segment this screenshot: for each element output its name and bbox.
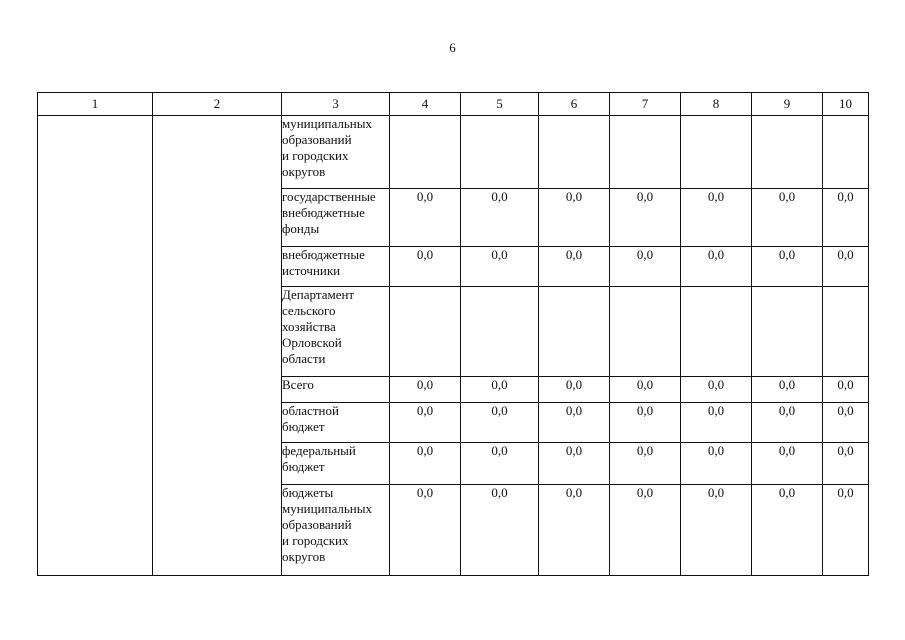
value-cell: 0,0 [752, 443, 823, 485]
value-cell [390, 287, 461, 377]
funding-source-line: муниципальных [282, 501, 373, 516]
funding-source-line: области [282, 351, 326, 366]
value-cell [823, 287, 869, 377]
funding-source-line: государственные [282, 189, 376, 204]
value-cell: 0,0 [390, 443, 461, 485]
header-col-8: 8 [681, 93, 752, 116]
header-col-6: 6 [539, 93, 610, 116]
value-cell: 0,0 [461, 443, 539, 485]
value-cell: 0,0 [390, 377, 461, 403]
funding-source-line: бюджет [282, 419, 325, 434]
funding-source-line: и городских [282, 533, 349, 548]
funding-source-line: внебюджетные [282, 247, 365, 262]
funding-source-line: образований [282, 517, 352, 532]
funding-source-cell [282, 189, 390, 247]
funding-source-cell [282, 403, 390, 443]
value-cell: 0,0 [823, 485, 869, 576]
header-col-9: 9 [752, 93, 823, 116]
funding-source-line: округов [282, 164, 326, 179]
value-cell: 0,0 [681, 443, 752, 485]
value-cell [823, 116, 869, 189]
value-cell: 0,0 [390, 403, 461, 443]
header-col-2: 2 [153, 93, 282, 116]
funding-source-line: Всего [282, 377, 314, 392]
value-cell [681, 287, 752, 377]
value-cell: 0,0 [390, 485, 461, 576]
value-cell: 0,0 [752, 403, 823, 443]
col-2-merged-cell [153, 116, 282, 576]
funding-source-line: и городских [282, 148, 349, 163]
table-row [38, 116, 869, 189]
value-cell: 0,0 [461, 377, 539, 403]
value-cell: 0,0 [539, 443, 610, 485]
header-col-5: 5 [461, 93, 539, 116]
col-1-merged-cell [38, 116, 153, 576]
funding-source-line: внебюджетные [282, 205, 365, 220]
value-cell: 0,0 [461, 189, 539, 247]
table-header [38, 93, 869, 116]
value-cell: 0,0 [752, 485, 823, 576]
value-cell [539, 287, 610, 377]
funding-source-line: образований [282, 132, 352, 147]
funding-source-cell [282, 377, 390, 403]
funding-source-cell [282, 287, 390, 377]
value-cell [752, 116, 823, 189]
value-cell: 0,0 [610, 247, 681, 287]
funding-source-line: Департамент [282, 287, 355, 302]
funding-source-line: бюджеты [282, 485, 334, 500]
header-col-4: 4 [390, 93, 461, 116]
budget-table [37, 92, 869, 576]
value-cell: 0,0 [823, 377, 869, 403]
funding-source-line: фонды [282, 221, 320, 236]
header-col-10: 10 [823, 93, 869, 116]
value-cell: 0,0 [610, 377, 681, 403]
value-cell: 0,0 [610, 189, 681, 247]
funding-source-cell [282, 485, 390, 576]
value-cell: 0,0 [390, 189, 461, 247]
value-cell [610, 116, 681, 189]
value-cell: 0,0 [461, 403, 539, 443]
value-cell: 0,0 [610, 403, 681, 443]
value-cell: 0,0 [681, 377, 752, 403]
value-cell: 0,0 [539, 403, 610, 443]
funding-source-line: муниципальных [282, 116, 373, 131]
value-cell: 0,0 [681, 189, 752, 247]
value-cell [681, 116, 752, 189]
funding-source-cell [282, 116, 390, 189]
page-number: 6 [449, 40, 456, 55]
header-col-7: 7 [610, 93, 681, 116]
value-cell [461, 287, 539, 377]
value-cell: 0,0 [752, 189, 823, 247]
funding-source-line: хозяйства [282, 319, 336, 334]
value-cell: 0,0 [610, 443, 681, 485]
value-cell [461, 116, 539, 189]
value-cell [752, 287, 823, 377]
value-cell: 0,0 [681, 403, 752, 443]
value-cell: 0,0 [539, 485, 610, 576]
value-cell: 0,0 [752, 377, 823, 403]
value-cell: 0,0 [681, 247, 752, 287]
funding-source-line: источники [282, 263, 341, 278]
value-cell: 0,0 [539, 247, 610, 287]
header-col-3: 3 [282, 93, 390, 116]
funding-source-cell [282, 247, 390, 287]
funding-source-line: бюджет [282, 459, 325, 474]
value-cell [390, 116, 461, 189]
table-body [38, 116, 869, 576]
value-cell [539, 116, 610, 189]
value-cell [610, 287, 681, 377]
value-cell: 0,0 [610, 485, 681, 576]
value-cell: 0,0 [823, 247, 869, 287]
value-cell: 0,0 [539, 377, 610, 403]
funding-source-line: Орловской [282, 335, 342, 350]
header-row [38, 93, 869, 116]
funding-source-line: областной [282, 403, 339, 418]
value-cell: 0,0 [461, 247, 539, 287]
value-cell: 0,0 [752, 247, 823, 287]
value-cell: 0,0 [823, 403, 869, 443]
funding-source-line: округов [282, 549, 326, 564]
value-cell: 0,0 [823, 443, 869, 485]
value-cell: 0,0 [390, 247, 461, 287]
funding-source-line: сельского [282, 303, 336, 318]
funding-source-cell [282, 443, 390, 485]
funding-source-line: федеральный [282, 443, 356, 458]
value-cell: 0,0 [681, 485, 752, 576]
value-cell: 0,0 [823, 189, 869, 247]
value-cell: 0,0 [539, 189, 610, 247]
header-col-1: 1 [38, 93, 153, 116]
value-cell: 0,0 [461, 485, 539, 576]
